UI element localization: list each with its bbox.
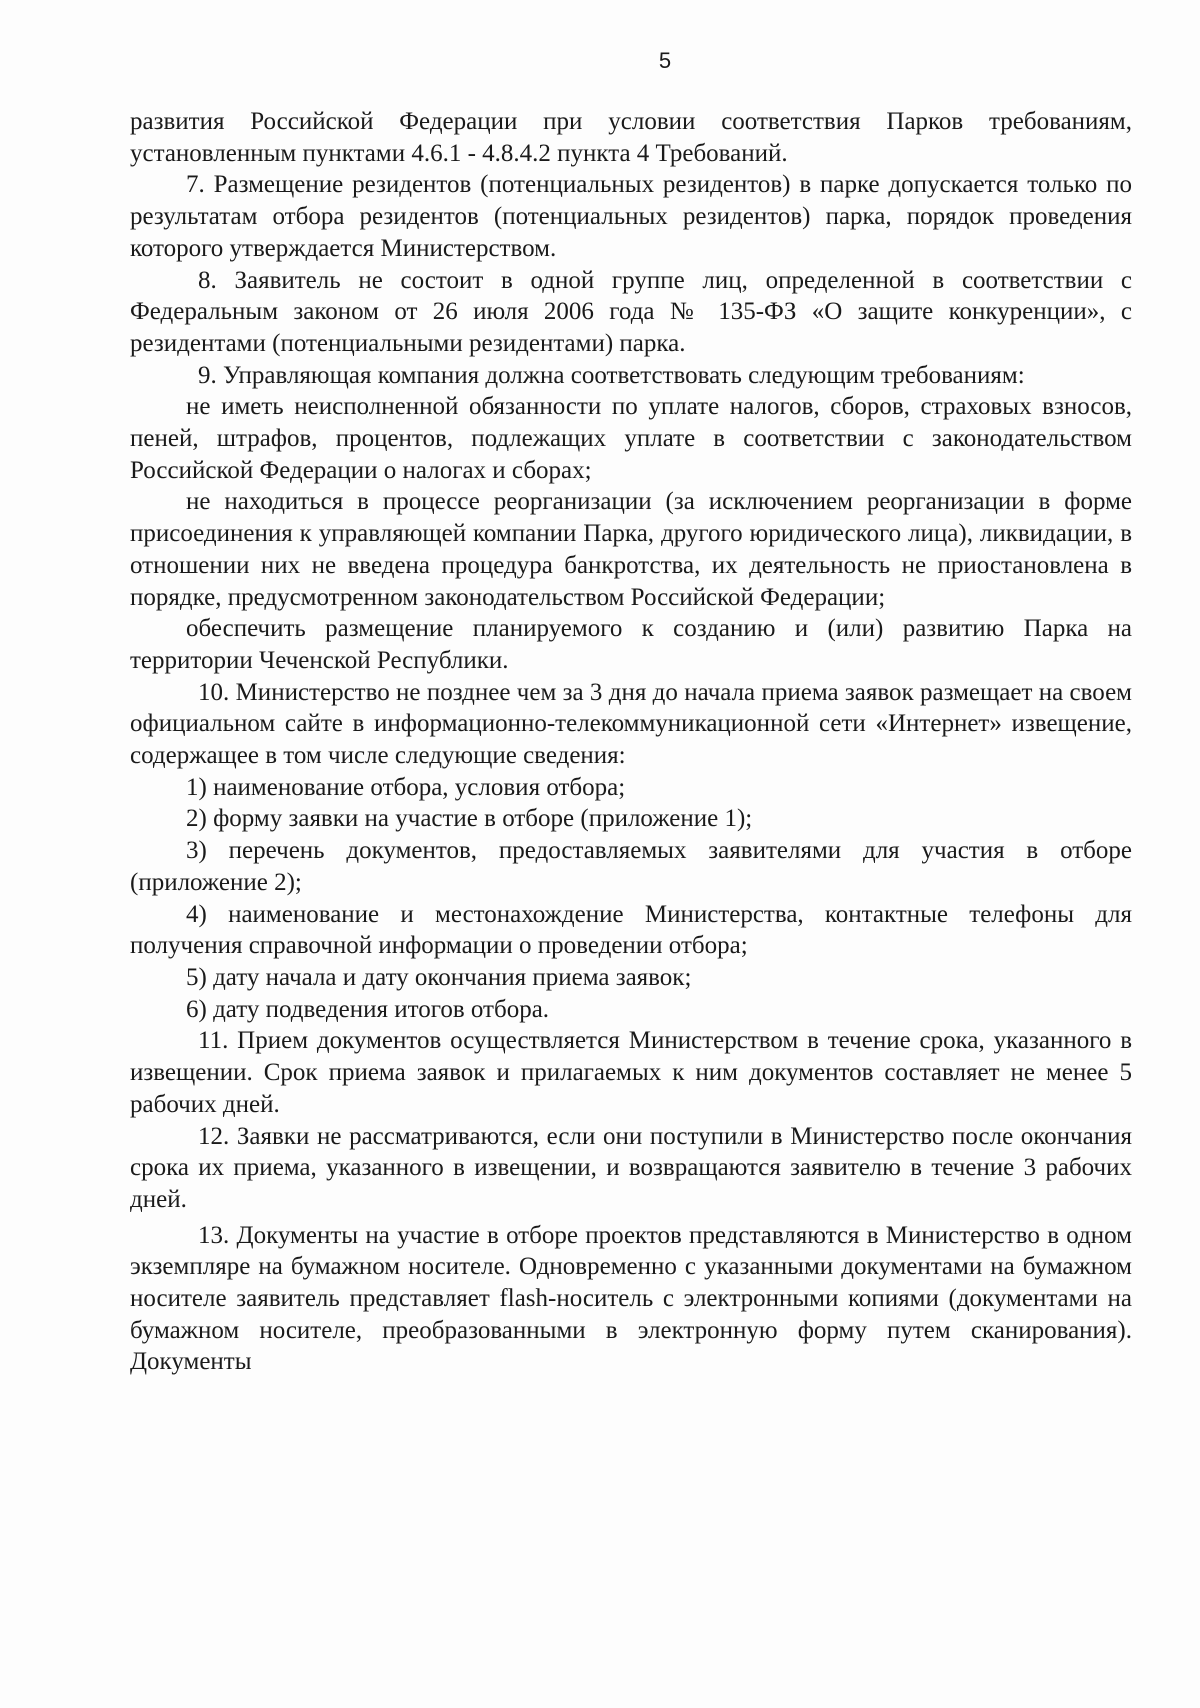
requirement-taxes: не иметь неисполненной обязанности по уплате налогов, сборов, страховых взносов, пеней, штрафов, процентов, подлежащих уплате в соответствии с законодательством Российской Федерации о налогах и сборах; — [130, 393, 1132, 484]
paragraph-item-12: 12. Заявки не рассматриваются, если они поступили в Министерство после окончания срока их приема, указанного в извещении, и возвращаются заявителю в течение 3 рабочих дней. — [130, 1122, 1132, 1213]
requirement-reorganization: не находиться в процессе реорганизации (за исключением реорганизации в форме присоединения к управляющей компании Парка, другого юридического лица), ликвидации, в отношении них не введена процедура банкротства, их деятельность не приостановлена в порядке, предусмотренном законодательством Российской Федерации; — [130, 488, 1132, 611]
paragraph-item-7: 7. Размещение резидентов (потенциальных резидентов) в парке допускается только по результатам отбора резидентов (потенциальных резидентов) парка, порядок проведения которого утверждается Министерством. — [130, 171, 1132, 262]
requirement-location: обеспечить размещение планируемого к созданию и (или) развитию Парка на территории Чеченской Республики. — [130, 615, 1132, 674]
paragraph-item-10: 10. Министерство не позднее чем за 3 дня до начала приема заявок размещает на своем официальном сайте в информационно-телекоммуникационной сети «Интернет» извещение, содержащее в том числе следующие сведения: — [130, 678, 1132, 770]
list-item-4: 4) наименование и местонахождение Министерства, контактные телефоны для получения справочной информации о проведении отбора; — [130, 900, 1132, 960]
document-body — [130, 106, 1132, 1378]
paragraph-item-13: 13. Документы на участие в отборе проектов представляются в Министерство в одном экземпляре на бумажном носителе. Одновременно с указанными документами на бумажном носителе заявитель представляет flash-носитель с электронными копиями (документами на бумажном носителе, преобразованными в электронную форму путем сканирования). Документы — [130, 1221, 1132, 1376]
list-item-6: 6) дату подведения итогов отбора. — [186, 995, 550, 1023]
paragraph-continuation: развития Российской Федерации при условии соответствия Парков требованиям, установленным пунктами 4.6.1 - 4.8.4.2 пункта 4 Требований. — [130, 108, 1132, 167]
page-number: 5 — [658, 48, 672, 73]
list-item-2: 2) форму заявки на участие в отборе (приложение 1); — [186, 805, 753, 833]
paragraph-item-11: 11. Прием документов осуществляется Министерством в течение срока, указанного в извещении. Срок приема заявок и прилагаемых к ним документов составляет не менее 5 рабочих дней. — [130, 1027, 1132, 1118]
paragraph-item-8: 8. Заявитель не состоит в одной группе лиц, определенной в соответствии с Федеральным законом от 26 июля 2006 года № 135-ФЗ «О защите конкуренции», с резидентами (потенциальными резидентами) парка. — [130, 266, 1132, 357]
list-item-3: 3) перечень документов, предоставляемых заявителями для участия в отборе (приложение 2); — [130, 837, 1132, 896]
list-item-5: 5) дату начала и дату окончания приема заявок; — [186, 963, 692, 991]
list-item-1: 1) наименование отбора, условия отбора; — [186, 773, 626, 801]
paragraph-item-9: 9. Управляющая компания должна соответствовать следующим требованиям: — [198, 361, 1025, 389]
